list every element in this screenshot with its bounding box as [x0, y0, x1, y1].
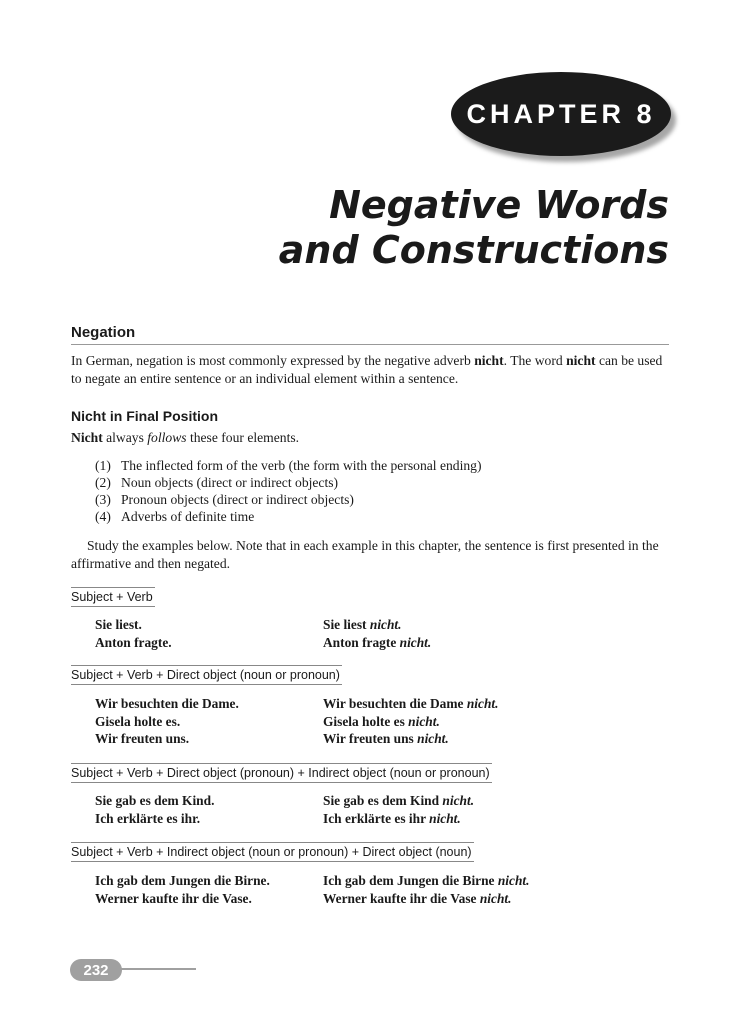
pattern-label: Subject + Verb + Direct object (pronoun) + Indirect object (noun or pronoun) — [71, 763, 492, 783]
chapter-badge — [451, 72, 671, 156]
affirmative-sentence: Gisela holte es. — [95, 713, 181, 729]
negated-sentence — [323, 713, 440, 731]
negation-word: nicht. — [442, 793, 475, 808]
pattern-label: Subject + Verb — [71, 587, 155, 607]
negation-word: nicht. — [369, 617, 402, 632]
example-row — [95, 713, 655, 731]
chapter-title-line1: Negative Words — [329, 183, 669, 227]
negation-word: nicht. — [479, 890, 512, 906]
negated-sentence — [323, 872, 529, 890]
chapter-title — [279, 183, 669, 273]
negated-sentence — [323, 695, 498, 713]
list-item — [95, 474, 482, 491]
affirmative-sentence: Ich gab dem Jungen die Birne. — [95, 873, 270, 888]
intro-text: In German, negation is most commonly expressed by the negative adverb — [71, 353, 475, 368]
negated-sentence — [323, 890, 512, 908]
negated-text: Gisela holte es — [323, 713, 409, 729]
negated-text: Ich erklärte es ihr — [323, 810, 430, 826]
example-row — [95, 634, 655, 652]
list-item-text: Noun objects (direct or indirect objects) — [121, 475, 339, 490]
negated-text: Ich gab dem Jungen die Birne — [323, 873, 498, 888]
pattern-label: Subject + Verb + Indirect object (noun or pronoun) + Direct object (noun) — [71, 842, 474, 862]
page-number: 232 — [83, 961, 109, 979]
negated-sentence — [323, 634, 431, 652]
list-item-number: (1) — [95, 458, 111, 473]
list-item-text: Pronoun objects (direct or indirect objects) — [121, 492, 354, 507]
negated-sentence — [323, 792, 474, 810]
list-item-text: The inflected form of the verb (the form with the personal ending) — [121, 458, 482, 473]
negated-text: Sie gab es dem Kind — [323, 793, 443, 808]
lead-bold-term: Nicht — [71, 430, 103, 445]
negation-word: nicht. — [408, 713, 440, 729]
intro-paragraph — [71, 352, 671, 388]
subsection-lead — [71, 429, 671, 447]
list-item-text: Adverbs of definite time — [121, 509, 255, 524]
negation-word: nicht. — [429, 810, 461, 826]
chapter-label: CHAPTER 8 — [466, 98, 656, 129]
list-item — [95, 491, 482, 508]
example-row — [95, 810, 655, 828]
affirmative-sentence: Anton fragte. — [95, 634, 172, 650]
example-row — [95, 616, 655, 634]
lead-text: these four elements. — [186, 430, 300, 445]
intro-bold-term: nicht — [566, 353, 596, 368]
page-number-rule — [118, 968, 196, 970]
page-number-badge — [70, 959, 122, 981]
chapter-title-line2: and Constructions — [278, 228, 669, 272]
list-item-number: (4) — [95, 509, 111, 524]
negated-text: Wir besuchten die Dame — [323, 696, 467, 711]
example-row — [95, 792, 655, 810]
example-row — [95, 730, 655, 748]
example-group — [95, 792, 655, 827]
example-row — [95, 890, 655, 908]
example-group — [95, 872, 655, 907]
negated-sentence — [323, 616, 402, 634]
list-item-number: (3) — [95, 492, 111, 507]
intro-text: can be used to negate an entire sentence or an individual element within a sentence. — [71, 353, 663, 386]
negation-word: nicht. — [417, 731, 449, 746]
affirmative-sentence: Sie liest. — [95, 617, 142, 632]
subsection-heading: Nicht in Final Position — [71, 408, 218, 424]
affirmative-sentence: Wir besuchten die Dame. — [95, 696, 239, 711]
affirmative-sentence: Werner kaufte ihr die Vase. — [95, 890, 252, 906]
lead-text: always — [102, 430, 148, 445]
negated-text: Anton fragte — [323, 634, 400, 650]
negation-word: nicht. — [399, 634, 432, 650]
example-row — [95, 695, 655, 713]
section-heading: Negation — [71, 324, 669, 345]
affirmative-sentence: Wir freuten uns. — [95, 731, 190, 746]
example-group — [95, 695, 655, 748]
list-item — [95, 457, 482, 474]
negated-text: Wir freuten uns — [323, 731, 418, 746]
list-item — [95, 508, 482, 525]
elements-list — [95, 457, 482, 525]
negation-word: nicht. — [497, 873, 530, 888]
intro-bold-term: nicht — [474, 353, 504, 368]
negated-sentence — [323, 810, 461, 828]
example-row — [95, 872, 655, 890]
negated-text: Sie liest — [323, 617, 370, 632]
negation-word: nicht. — [466, 696, 499, 711]
negated-text: Werner kaufte ihr die Vase — [323, 890, 480, 906]
study-note: Study the examples below. Note that in each example in this chapter, the sentence is first presented in the affirmative and then negated. — [71, 538, 659, 571]
lead-italic-term: follows — [147, 430, 187, 445]
negated-sentence — [323, 730, 449, 748]
list-item-number: (2) — [95, 475, 111, 490]
example-group — [95, 616, 655, 651]
pattern-label: Subject + Verb + Direct object (noun or pronoun) — [71, 665, 342, 685]
intro-text: . The word — [503, 353, 567, 368]
affirmative-sentence: Ich erklärte es ihr. — [95, 810, 201, 826]
affirmative-sentence: Sie gab es dem Kind. — [95, 793, 215, 808]
